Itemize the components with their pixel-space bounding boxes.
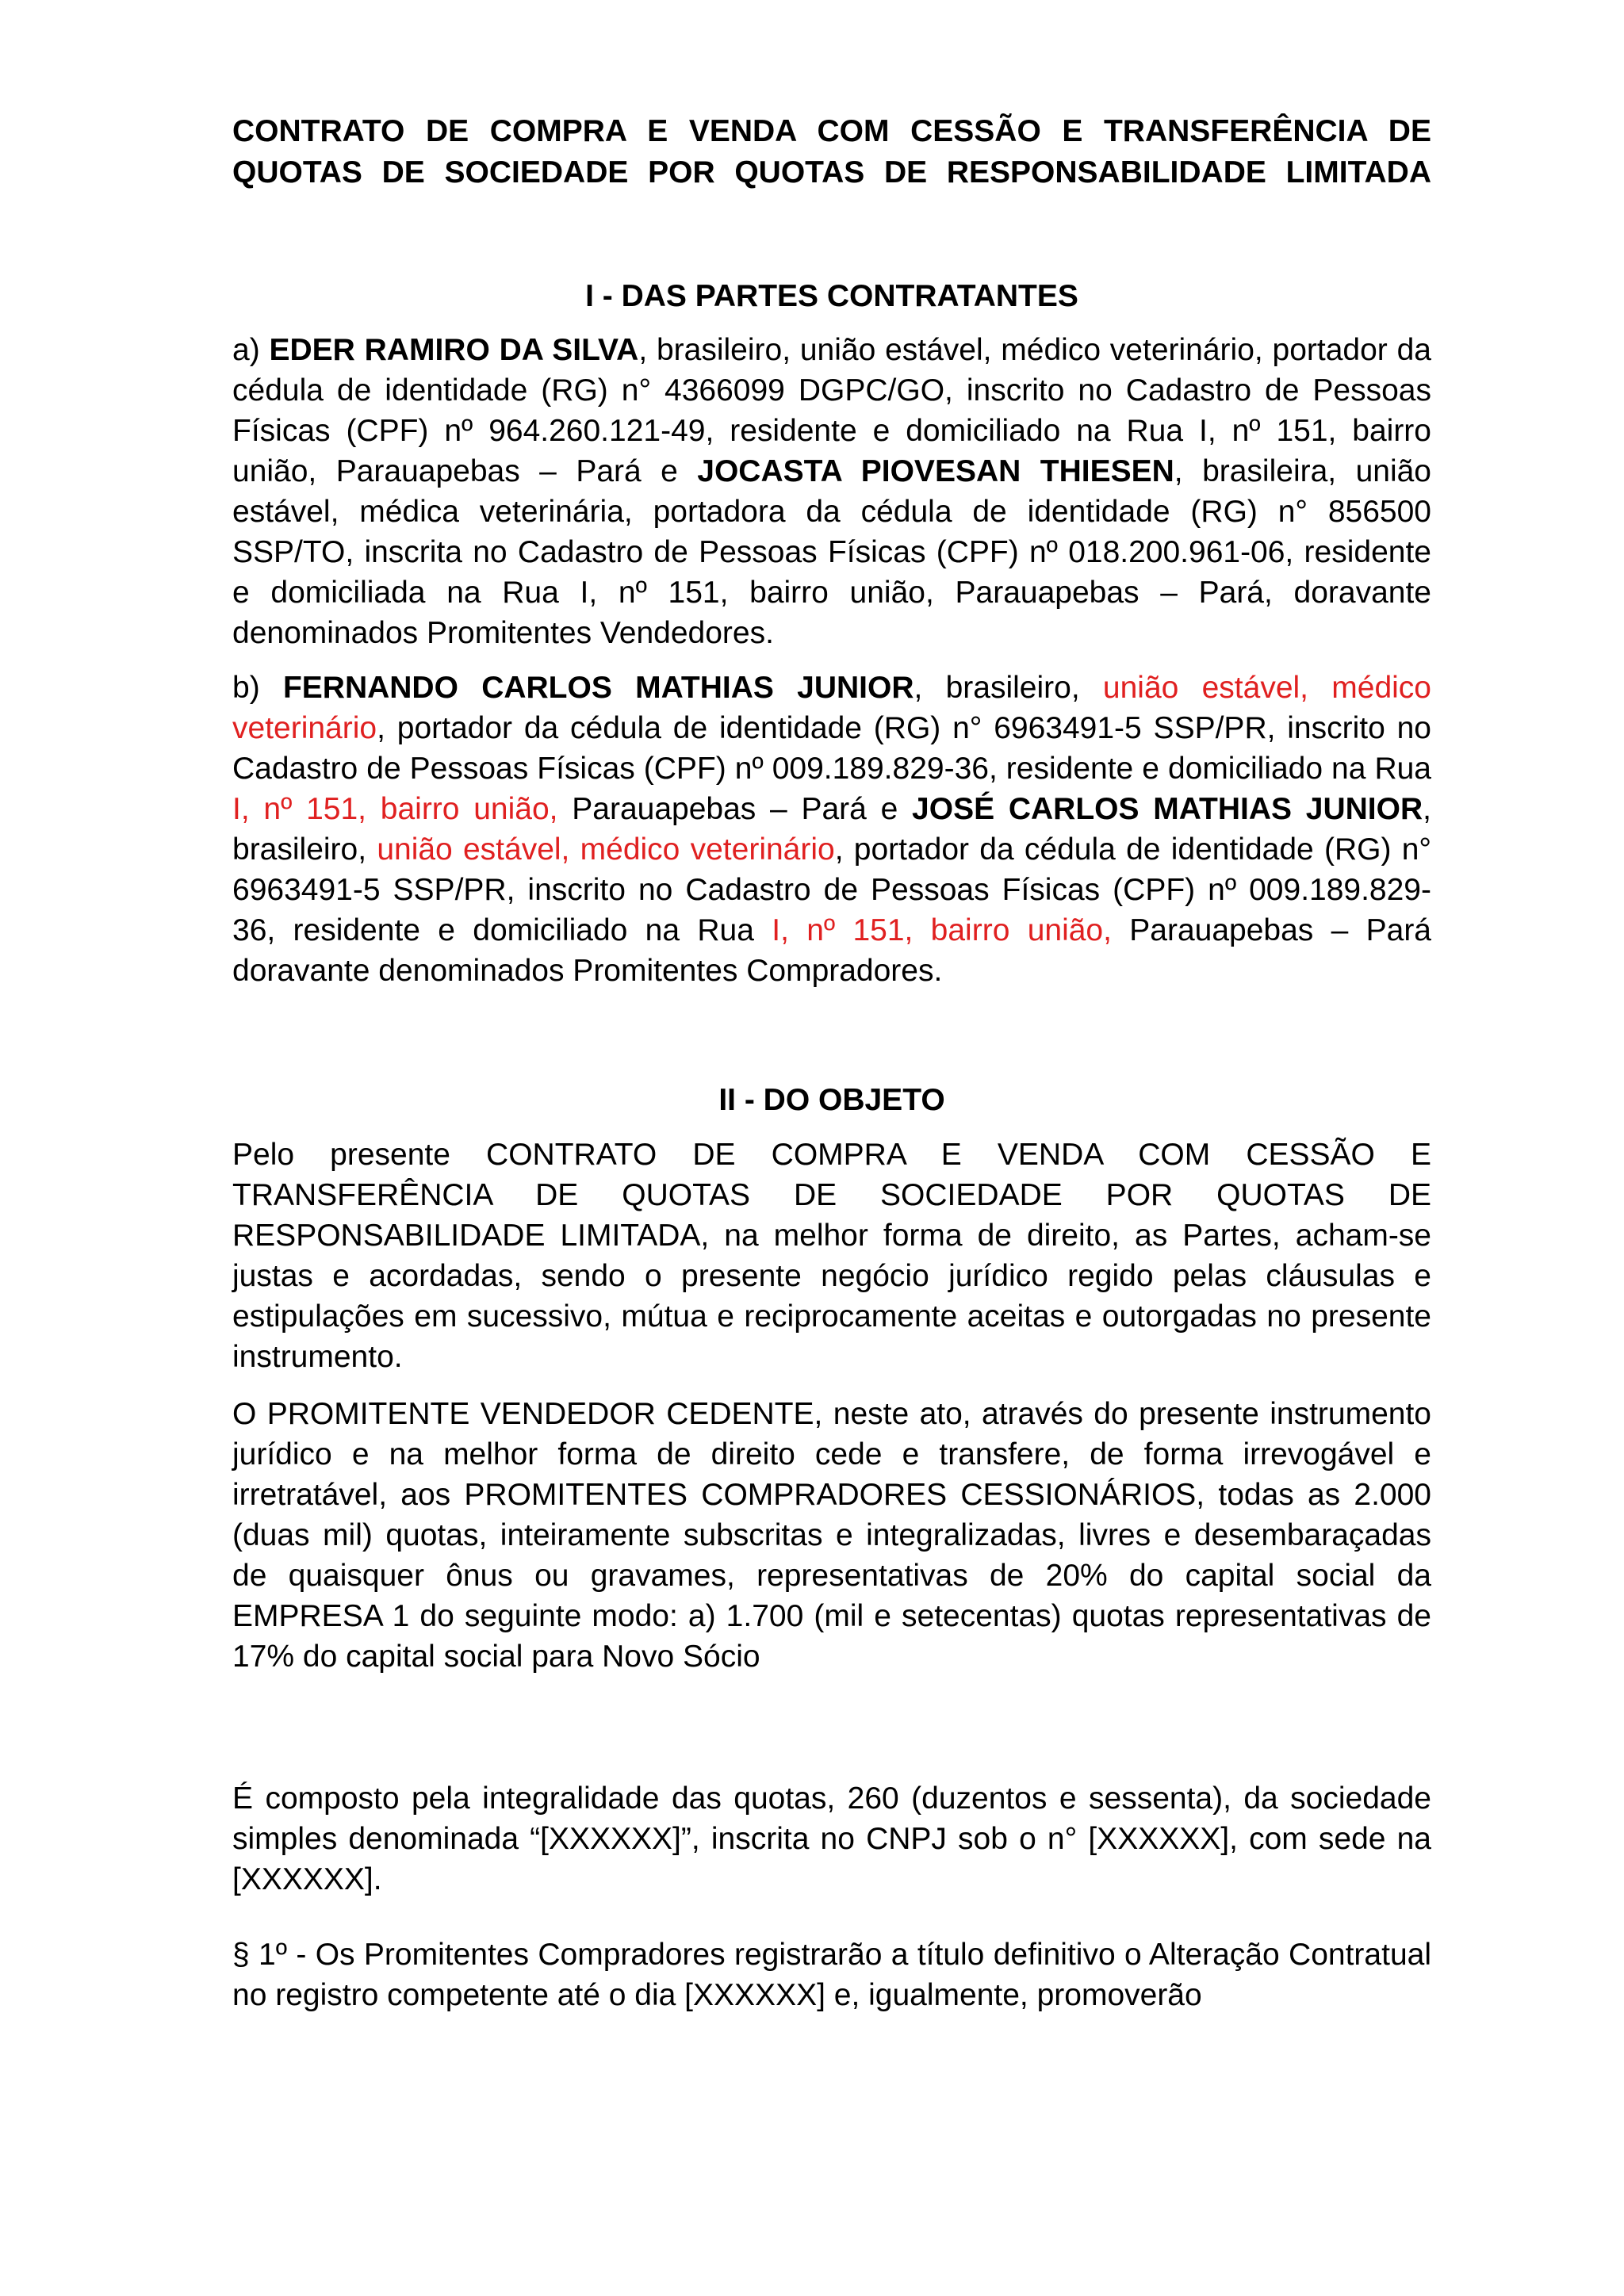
highlight-text: união estável, médico veterinário — [232, 671, 1431, 745]
title-line-1: CONTRATO DE COMPRA E VENDA COM CESSÃO E TRANSFERÊNCIA DE — [232, 114, 1431, 148]
title-line-2: QUOTAS DE SOCIEDADE POR QUOTAS DE RESPONSABILIDADE LIMITADA — [232, 155, 1431, 189]
text: , brasileiro, — [914, 671, 1103, 705]
document-title — [232, 111, 1431, 193]
section-heading-object: II - DO OBJETO — [718, 1083, 945, 1117]
text: a) — [232, 333, 270, 367]
text: , portador da cédula de identidade (RG) n° 6963491-5 SSP/PR, inscrito no Cadastro de Pessoas Físicas (CPF) nº 009.189.829-36, residente e domiciliado na Rua — [232, 832, 1431, 947]
document-page — [232, 111, 1431, 2015]
party-name-jocasta: JOCASTA PIOVESAN THIESEN — [697, 454, 1174, 488]
paragraph-party-b — [232, 668, 1431, 991]
paragraph-object-1: Pelo presente CONTRATO DE COMPRA E VENDA COM CESSÃO E TRANSFERÊNCIA DE QUOTAS DE SOCIEDADE POR QUOTAS DE RESPONSABILIDADE LIMITADA, na melhor forma de direito, as Partes, acham-se justas e acordadas, sendo o presente negócio jurídico regido pelas cláusulas e estipulações em sucessivo, mútua e reciprocamente aceitas e outorgadas no presente instrumento. — [232, 1138, 1431, 1374]
party-name-eder: EDER RAMIRO DA SILVA — [269, 333, 639, 367]
paragraph-object-3: É composto pela integralidade das quotas, 260 (duzentos e sessenta), da sociedade simples denominada “[XXXXXX]”, inscrita no CNPJ sob o n° [XXXXXX], com sede na [XXXXXX]. — [232, 1781, 1431, 1896]
highlight-text: união estável, médico veterinário — [377, 832, 835, 867]
text: b) — [232, 671, 283, 705]
text: Parauapebas – Pará e — [557, 792, 913, 826]
highlight-text: I, nº 151, bairro união, — [772, 913, 1112, 947]
paragraph-object-2: O PROMITENTE VENDEDOR CEDENTE, neste ato, através do presente instrumento jurídico e na melhor forma de direito cede e transfere, de forma irrevogável e irretratável, aos PROMITENTES COMPRADORES CESSIONÁRIOS, todas as 2.000 (duas mil) quotas, inteiramente subscritas e integralizadas, livres e desembaraçadas de quaisquer ônus ou gravames, representativas de 20% do capital social da EMPRESA 1 do seguinte modo: a) 1.700 (mil e setecentas) quotas representativas de 17% do capital social para Novo Sócio — [232, 1397, 1431, 1674]
text: Parauapebas – Pará doravante denominados Promitentes Compradores. — [232, 913, 1431, 988]
paragraph-clause-1: § 1º - Os Promitentes Compradores registrarão a título definitivo o Alteração Contratual no registro competente até o dia [XXXXXX] e, igualmente, promoverão — [232, 1938, 1431, 2012]
paragraph-party-a — [232, 330, 1431, 653]
text: , brasileira, união estável, médica veterinária, portadora da cédula de identidade (RG) n° 856500 SSP/TO, inscrita no Cadastro de Pessoas Físicas (CPF) nº 018.200.961-06, residente e domiciliada na Rua I, nº 151, bairro união, Parauapebas – Pará, doravante denominados Promitentes Vendedores. — [232, 454, 1432, 650]
section-heading-parties: I - DAS PARTES CONTRATANTES — [585, 279, 1078, 313]
text: , portador da cédula de identidade (RG) n° 6963491-5 SSP/PR, inscrito no Cadastro de Pessoas Físicas (CPF) nº 009.189.829-36, residente e domiciliado na Rua — [232, 711, 1431, 786]
party-name-jose: JOSÉ CARLOS MATHIAS JUNIOR — [912, 792, 1423, 826]
text: , brasileiro, — [232, 792, 1431, 867]
party-name-fernando: FERNANDO CARLOS MATHIAS JUNIOR — [282, 671, 914, 705]
text: , brasileiro, união estável, médico veterinário, portador da cédula de identidade (RG) n° 4366099 DGPC/GO, inscrito no Cadastro de Pessoas Físicas (CPF) nº 964.260.121-49, residente e domiciliado na Rua I, nº 151, bairro união, Parauapebas – Pará e — [232, 333, 1431, 488]
highlight-text: I, nº 151, bairro união, — [232, 792, 558, 826]
